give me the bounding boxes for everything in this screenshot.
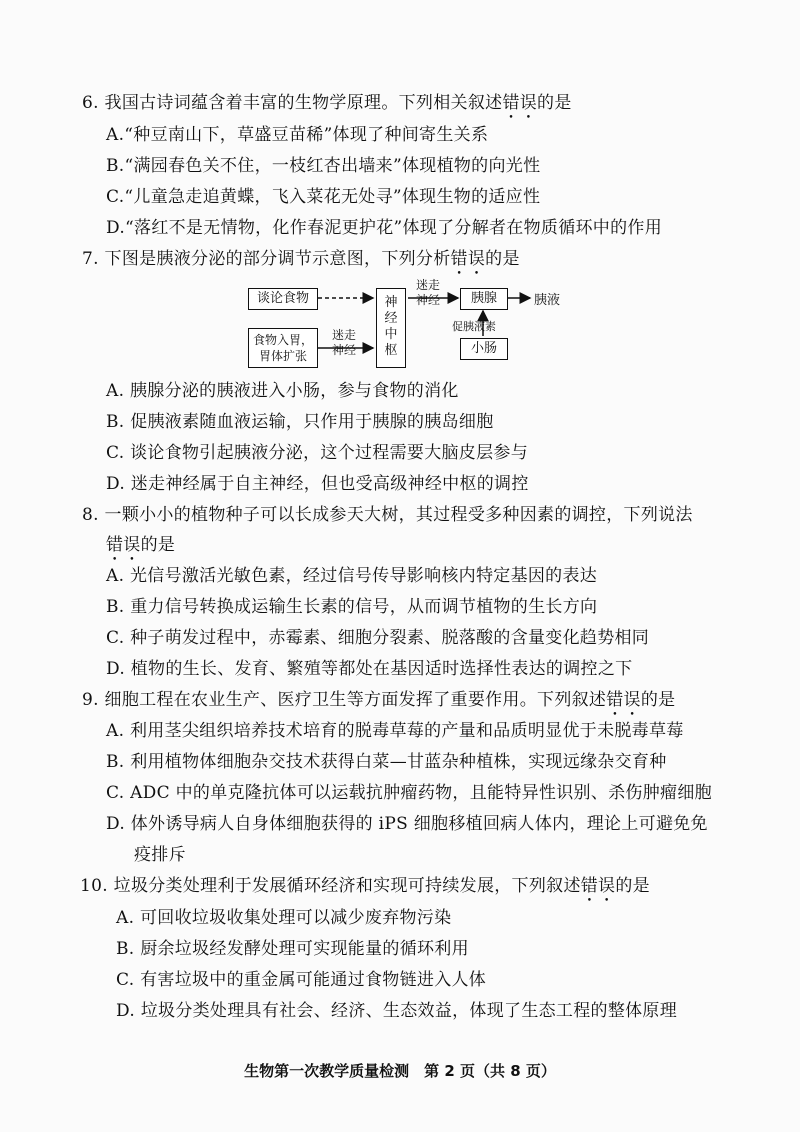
page-footer: 生物第一次教学质量检测 第 2 页（共 8 页） (244, 1062, 556, 1080)
q10-stem-end: 的是 (615, 876, 650, 896)
q6-stem-text: 6. 我国古诗词蕴含着丰富的生物学原理。下列相关叙述 (82, 93, 503, 113)
q9-option-a: A. 利用茎尖组织培养技术培育的脱毒草莓的产量和品质明显优于未脱毒草莓 (106, 721, 684, 741)
q8-emphasis: 错误 (106, 535, 141, 555)
q7-option-c: C. 谈论食物引起胰液分泌，这个过程需要大脑皮层参与 (106, 443, 529, 463)
q8-stem-end: 的是 (140, 535, 176, 555)
question-8-stem-line1: 8. 一颗小小的植物种子可以长成参天大树，其过程受多种因素的调控，下列说法 (82, 505, 693, 525)
box-nerve-center: 神 经 中 枢 (376, 288, 406, 368)
box-talk-food: 谈论食物 (248, 288, 318, 310)
q7-option-a: A. 胰腺分泌的胰液进入小肠，参与食物的消化 (106, 381, 459, 401)
q9-stem-end: 的是 (640, 690, 676, 710)
q10-option-b: B. 厨余垃圾经发酵处理可实现能量的循环利用 (116, 939, 469, 959)
q6-option-c: C.“儿童急走追黄蝶，飞入菜花无处寻”体现生物的适应性 (106, 187, 541, 207)
box-pancreas: 胰腺 (460, 288, 508, 310)
question-7-stem (82, 248, 520, 279)
q9-option-d: D. 体外诱导病人自身体细胞获得的 iPS 细胞移植回病人体内，理论上可避免免 (106, 814, 708, 834)
question-6-stem (82, 92, 572, 123)
q6-stem-end: 的是 (537, 93, 572, 113)
box-small-intestine: 小肠 (460, 338, 508, 360)
q7-emphasis: 错误 (450, 249, 486, 269)
q6-option-d: D.“落红不是无情物，化作春泥更护花”体现了分解者在物质循环中的作用 (106, 218, 663, 238)
q6-emphasis: 错误 (502, 93, 538, 113)
q8-option-a: A. 光信号激活光敏色素，经过信号传导影响核内特定基因的表达 (106, 566, 598, 586)
q8-option-d: D. 植物的生长、发育、繁殖等都处在基因适时选择性表达的调控之下 (106, 659, 633, 679)
box-food-in-stomach: 食物入胃， 胃体扩张 (248, 328, 318, 368)
q10-option-d: D. 垃圾分类处理具有社会、经济、生态效益，体现了生态工程的整体原理 (116, 1001, 678, 1021)
label-pancreatic-juice: 胰液 (534, 293, 561, 308)
q10-stem-text: 10. 垃圾分类处理利于发展循环经济和实现可持续发展，下列叙述 (80, 876, 581, 896)
q9-emphasis: 错误 (606, 690, 641, 710)
q9-option-b: B. 利用植物体细胞杂交技术获得白菜—甘蓝杂种植株，实现远缘杂交育种 (106, 752, 667, 772)
q7-stem-end: 的是 (485, 249, 520, 269)
q7-option-d: D. 迷走神经属于自主神经，但也受高级神经中枢的调控 (106, 474, 529, 494)
question-10-stem (80, 875, 650, 906)
q10-option-c: C. 有害垃圾中的重金属可能通过食物链进入人体 (116, 970, 487, 990)
q10-emphasis: 错误 (580, 876, 616, 896)
q6-option-a: A.“种豆南山下，草盛豆苗稀”体现了种间寄生关系 (106, 125, 489, 145)
pancreatic-regulation-diagram (230, 278, 590, 374)
question-9-stem (82, 689, 675, 720)
label-secretin: 促胰液素 (452, 320, 496, 333)
q7-stem-text: 7. 下图是胰液分泌的部分调节示意图，下列分析 (82, 249, 451, 269)
q8-option-b: B. 重力信号转换成运输生长素的信号，从而调节植物的生长方向 (106, 597, 598, 617)
q9-option-c: C. ADC 中的单克隆抗体可以运载抗肿瘤药物，且能特异性识别、杀伤肿瘤细胞 (106, 783, 712, 803)
label-vagus-top: 迷走 神经 (416, 278, 441, 307)
label-vagus-bottom: 迷走 神经 (332, 328, 357, 357)
q8-option-c: C. 种子萌发过程中，赤霉素、细胞分裂素、脱落酸的含量变化趋势相同 (106, 628, 650, 648)
q6-option-b: B.“满园春色关不住，一枝红杏出墙来”体现植物的向光性 (106, 156, 541, 176)
question-8-stem-line2 (106, 534, 175, 565)
q7-option-b: B. 促胰液素随血液运输，只作用于胰腺的胰岛细胞 (106, 412, 494, 432)
q10-option-a: A. 可回收垃圾收集处理可以减少废弃物污染 (116, 908, 452, 928)
q9-option-d-continued: 疫排斥 (134, 845, 186, 865)
q9-stem-text: 9. 细胞工程在农业生产、医疗卫生等方面发挥了重要作用。下列叙述 (82, 690, 607, 710)
